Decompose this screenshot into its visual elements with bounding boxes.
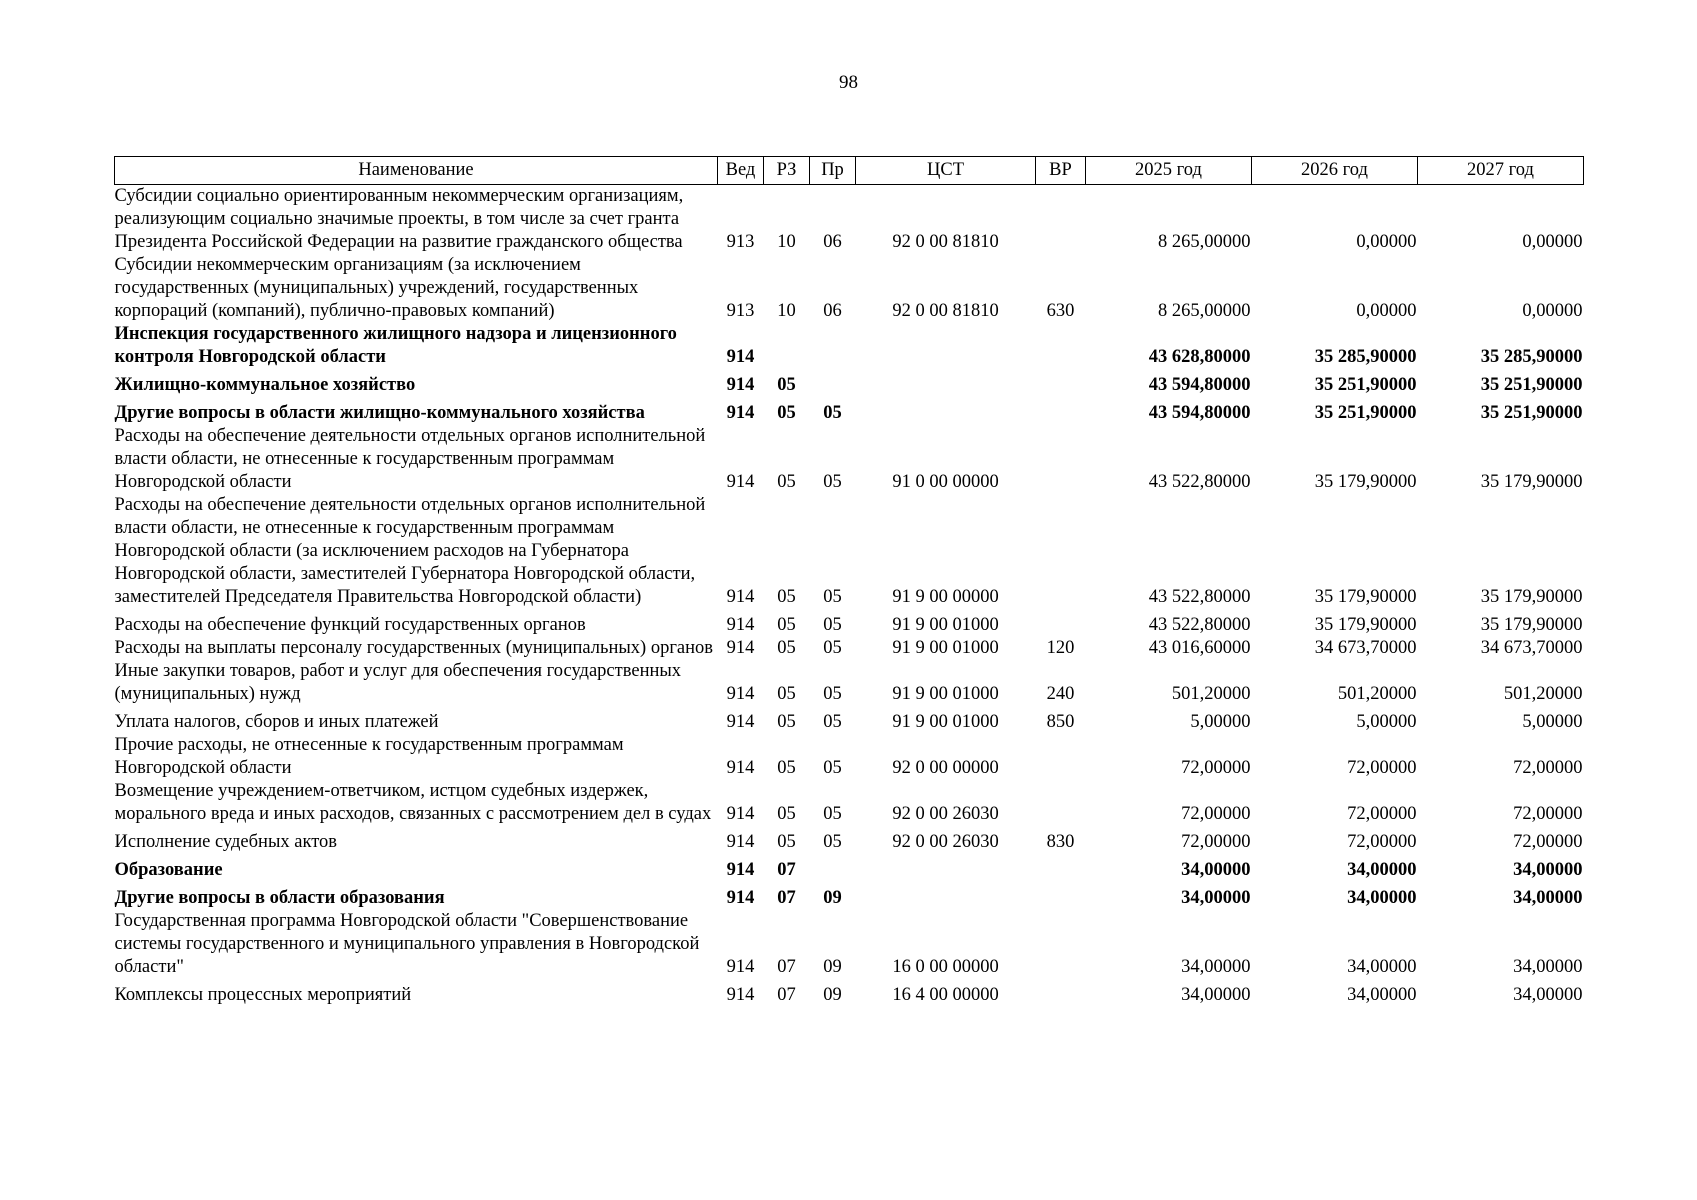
cell-cst: 91 0 00 00000	[892, 472, 999, 492]
cell-y2025: 8 265,00000	[1158, 232, 1251, 252]
cell-y2027: 0,00000	[1522, 301, 1583, 321]
cell-vr	[1036, 734, 1086, 780]
table-header	[115, 157, 1584, 185]
table-row	[115, 637, 1584, 660]
table-body	[115, 185, 1584, 1008]
table-row	[115, 734, 1584, 780]
cell-y2026: 72,00000	[1347, 758, 1417, 778]
cell-cst: 16 4 00 00000	[892, 985, 999, 1005]
cell-y2025: 8 265,00000	[1158, 301, 1251, 321]
cell-y2026: 72,00000	[1347, 832, 1417, 852]
cell-y2027: 35 179,90000	[1480, 615, 1583, 635]
cell-ved: 914	[726, 472, 755, 492]
cell-vr	[1036, 854, 1086, 882]
column-header-pr: Пр	[810, 157, 856, 185]
cell-y2026: 34,00000	[1347, 860, 1417, 880]
cell-ved: 914	[726, 347, 755, 367]
table-row	[115, 660, 1584, 706]
table-row	[115, 397, 1584, 425]
column-header-ved: Вед	[718, 157, 764, 185]
cell-rz: 05	[777, 375, 796, 395]
cell-y2025: 43 522,80000	[1148, 587, 1251, 607]
cell-vr	[1036, 910, 1086, 979]
cell-y2026: 35 251,90000	[1314, 403, 1417, 423]
cell-y2027: 35 179,90000	[1480, 472, 1583, 492]
cell-ved: 914	[726, 684, 755, 704]
cell-name: Расходы на выплаты персоналу государственных (муниципальных) органов	[114, 638, 714, 658]
cell-pr: 05	[823, 403, 842, 423]
cell-vr	[1036, 780, 1086, 826]
cell-pr: 05	[823, 758, 842, 778]
cell-ved: 914	[726, 804, 755, 824]
cell-cst	[856, 854, 1036, 882]
cell-cst: 92 0 00 00000	[892, 758, 999, 778]
cell-y2026: 35 179,90000	[1314, 472, 1417, 492]
table-row	[115, 826, 1584, 854]
cell-cst: 91 9 00 01000	[892, 712, 999, 732]
cell-y2026: 0,00000	[1356, 232, 1417, 252]
cell-y2026: 5,00000	[1356, 712, 1417, 732]
cell-ved: 914	[726, 985, 755, 1005]
column-header-y2027: 2027 год	[1418, 157, 1584, 185]
cell-rz: 10	[777, 232, 796, 252]
cell-y2026: 34,00000	[1347, 985, 1417, 1005]
cell-name: Иные закупки товаров, работ и услуг для обеспечения государственных (муниципальных) нужд	[114, 661, 682, 704]
table-row	[115, 425, 1584, 494]
cell-y2025: 5,00000	[1190, 712, 1251, 732]
cell-pr: 05	[823, 804, 842, 824]
cell-name: Субсидии социально ориентированным некоммерческим организациям, реализующим социально значимые проекты, в том числе за счет гранта Президента Российской Федерации на развитие гражданского общества	[114, 186, 684, 252]
cell-y2025: 34,00000	[1181, 985, 1251, 1005]
column-header-cst: ЦСТ	[856, 157, 1036, 185]
cell-pr	[810, 323, 856, 369]
header-row	[115, 157, 1584, 185]
cell-ved: 914	[726, 957, 755, 977]
cell-y2027: 34,00000	[1513, 957, 1583, 977]
cell-name: Государственная программа Новгородской области "Совершенствование системы государственного и муниципального управления в Новгородской области"	[114, 911, 700, 977]
cell-y2025: 72,00000	[1181, 804, 1251, 824]
cell-vr	[1036, 397, 1086, 425]
column-header-vr: ВР	[1036, 157, 1086, 185]
cell-rz: 05	[777, 403, 796, 423]
cell-y2027: 34,00000	[1513, 888, 1583, 908]
cell-y2027: 0,00000	[1522, 232, 1583, 252]
cell-cst: 91 9 00 01000	[892, 684, 999, 704]
table-row	[115, 780, 1584, 826]
cell-name: Субсидии некоммерческим организациям (за исключением государственных (муниципальных) учреждений, государственных корпораций (компаний), публично-правовых компаний)	[114, 255, 639, 321]
cell-y2026: 501,20000	[1337, 684, 1417, 704]
cell-cst: 92 0 00 81810	[892, 232, 999, 252]
table-row	[115, 882, 1584, 910]
cell-rz: 05	[777, 587, 796, 607]
table-row	[115, 254, 1584, 323]
cell-rz: 05	[777, 472, 796, 492]
cell-y2027: 35 251,90000	[1480, 375, 1583, 395]
cell-name: Комплексы процессных мероприятий	[114, 985, 412, 1005]
cell-pr: 05	[823, 832, 842, 852]
cell-pr: 05	[823, 587, 842, 607]
budget-table	[114, 156, 1584, 1007]
cell-y2025: 34,00000	[1181, 860, 1251, 880]
cell-cst: 92 0 00 26030	[892, 832, 999, 852]
cell-pr: 05	[823, 472, 842, 492]
cell-y2025: 501,20000	[1171, 684, 1251, 704]
cell-name: Другие вопросы в области образования	[114, 888, 445, 908]
cell-pr: 06	[823, 301, 842, 321]
cell-rz	[764, 323, 810, 369]
cell-y2025: 43 522,80000	[1148, 615, 1251, 635]
cell-name: Жилищно-коммунальное хозяйство	[114, 375, 416, 395]
cell-y2025: 34,00000	[1181, 957, 1251, 977]
cell-y2027: 34 673,70000	[1480, 638, 1583, 658]
column-header-y2025: 2025 год	[1086, 157, 1252, 185]
column-header-rz: РЗ	[764, 157, 810, 185]
cell-vr	[1036, 185, 1086, 255]
cell-name: Другие вопросы в области жилищно-коммунального хозяйства	[114, 403, 645, 423]
cell-pr: 05	[823, 684, 842, 704]
cell-rz: 07	[777, 888, 796, 908]
cell-vr: 630	[1046, 301, 1075, 321]
cell-name: Инспекция государственного жилищного надзора и лицензионного контроля Новгородской области	[114, 324, 677, 367]
cell-y2027: 34,00000	[1513, 985, 1583, 1005]
cell-vr	[1036, 425, 1086, 494]
cell-y2025: 34,00000	[1181, 888, 1251, 908]
cell-y2025: 72,00000	[1181, 832, 1251, 852]
cell-y2027: 501,20000	[1503, 684, 1583, 704]
cell-ved: 914	[726, 403, 755, 423]
cell-pr: 06	[823, 232, 842, 252]
cell-pr	[810, 369, 856, 397]
cell-ved: 914	[726, 860, 755, 880]
cell-y2026: 35 285,90000	[1314, 347, 1417, 367]
cell-cst: 91 9 00 01000	[892, 638, 999, 658]
cell-ved: 914	[726, 587, 755, 607]
cell-y2026: 0,00000	[1356, 301, 1417, 321]
cell-pr: 09	[823, 985, 842, 1005]
cell-vr: 850	[1046, 712, 1075, 732]
cell-y2027: 34,00000	[1513, 860, 1583, 880]
cell-name: Расходы на обеспечение функций государственных органов	[114, 615, 586, 635]
cell-pr: 09	[823, 888, 842, 908]
cell-cst: 91 9 00 01000	[892, 615, 999, 635]
cell-ved: 914	[726, 638, 755, 658]
cell-cst	[856, 323, 1036, 369]
cell-name: Уплата налогов, сборов и иных платежей	[114, 712, 439, 732]
cell-vr: 120	[1046, 638, 1075, 658]
cell-ved: 914	[726, 712, 755, 732]
cell-y2026: 35 179,90000	[1314, 587, 1417, 607]
cell-rz: 05	[777, 804, 796, 824]
cell-rz: 05	[777, 832, 796, 852]
cell-rz: 05	[777, 712, 796, 732]
cell-y2025: 43 594,80000	[1148, 403, 1251, 423]
cell-rz: 05	[777, 615, 796, 635]
cell-y2026: 35 251,90000	[1314, 375, 1417, 395]
cell-vr	[1036, 882, 1086, 910]
cell-rz: 05	[777, 758, 796, 778]
table-row	[115, 323, 1584, 369]
cell-vr	[1036, 494, 1086, 609]
table-row	[115, 910, 1584, 979]
cell-cst	[856, 369, 1036, 397]
cell-y2026: 72,00000	[1347, 804, 1417, 824]
cell-pr: 05	[823, 712, 842, 732]
table-row	[115, 185, 1584, 255]
cell-pr: 05	[823, 638, 842, 658]
cell-name: Расходы на обеспечение деятельности отдельных органов исполнительной власти области, не отнесенные к государственным программам Новгородской области (за исключением расходов на Губернатора Новгородской области, заместителей Губернатора Новгородской области, заместителей Председателя Правительства Новгородской области)	[114, 495, 706, 607]
cell-y2025: 43 016,60000	[1148, 638, 1251, 658]
cell-y2027: 35 179,90000	[1480, 587, 1583, 607]
cell-cst: 16 0 00 00000	[892, 957, 999, 977]
cell-rz: 05	[777, 638, 796, 658]
cell-ved: 913	[726, 301, 755, 321]
cell-name: Возмещение учреждением-ответчиком, истцом судебных издержек, морального вреда и иных расходов, связанных с рассмотрением дел в судах	[114, 781, 712, 824]
cell-y2026: 34,00000	[1347, 957, 1417, 977]
cell-ved: 914	[726, 888, 755, 908]
table-row	[115, 494, 1584, 609]
cell-vr	[1036, 369, 1086, 397]
table-row	[115, 609, 1584, 637]
page-number: 98	[839, 72, 858, 93]
column-header-y2026: 2026 год	[1252, 157, 1418, 185]
cell-name: Прочие расходы, не отнесенные к государственным программам Новгородской области	[114, 735, 624, 778]
cell-pr: 09	[823, 957, 842, 977]
cell-y2025: 43 628,80000	[1148, 347, 1251, 367]
cell-y2027: 35 285,90000	[1480, 347, 1583, 367]
cell-cst: 92 0 00 26030	[892, 804, 999, 824]
table-row	[115, 979, 1584, 1007]
cell-rz: 07	[777, 957, 796, 977]
cell-y2027: 35 251,90000	[1480, 403, 1583, 423]
cell-y2027: 72,00000	[1513, 832, 1583, 852]
cell-vr: 240	[1046, 684, 1075, 704]
cell-y2025: 43 594,80000	[1148, 375, 1251, 395]
table-row	[115, 706, 1584, 734]
cell-name: Исполнение судебных актов	[114, 832, 338, 852]
cell-name: Образование	[114, 860, 223, 880]
cell-y2027: 5,00000	[1522, 712, 1583, 732]
cell-pr: 05	[823, 615, 842, 635]
cell-pr	[810, 854, 856, 882]
cell-cst: 92 0 00 81810	[892, 301, 999, 321]
table-row	[115, 854, 1584, 882]
cell-ved: 914	[726, 832, 755, 852]
cell-y2026: 34 673,70000	[1314, 638, 1417, 658]
column-header-name: Наименование	[115, 157, 718, 185]
cell-y2026: 34,00000	[1347, 888, 1417, 908]
table-row	[115, 369, 1584, 397]
cell-rz: 07	[777, 860, 796, 880]
cell-ved: 914	[726, 758, 755, 778]
cell-y2025: 72,00000	[1181, 758, 1251, 778]
cell-y2027: 72,00000	[1513, 758, 1583, 778]
cell-rz: 05	[777, 684, 796, 704]
cell-vr	[1036, 979, 1086, 1007]
cell-vr	[1036, 609, 1086, 637]
cell-ved: 913	[726, 232, 755, 252]
cell-vr	[1036, 323, 1086, 369]
cell-ved: 914	[726, 375, 755, 395]
cell-y2026: 35 179,90000	[1314, 615, 1417, 635]
cell-name: Расходы на обеспечение деятельности отдельных органов исполнительной власти области, не отнесенные к государственным программам Новгородской области	[114, 426, 706, 492]
cell-vr: 830	[1046, 832, 1075, 852]
cell-ved: 914	[726, 615, 755, 635]
cell-cst	[856, 882, 1036, 910]
cell-rz: 07	[777, 985, 796, 1005]
cell-cst: 91 9 00 00000	[892, 587, 999, 607]
cell-rz: 10	[777, 301, 796, 321]
cell-y2027: 72,00000	[1513, 804, 1583, 824]
cell-y2025: 43 522,80000	[1148, 472, 1251, 492]
cell-cst	[856, 397, 1036, 425]
